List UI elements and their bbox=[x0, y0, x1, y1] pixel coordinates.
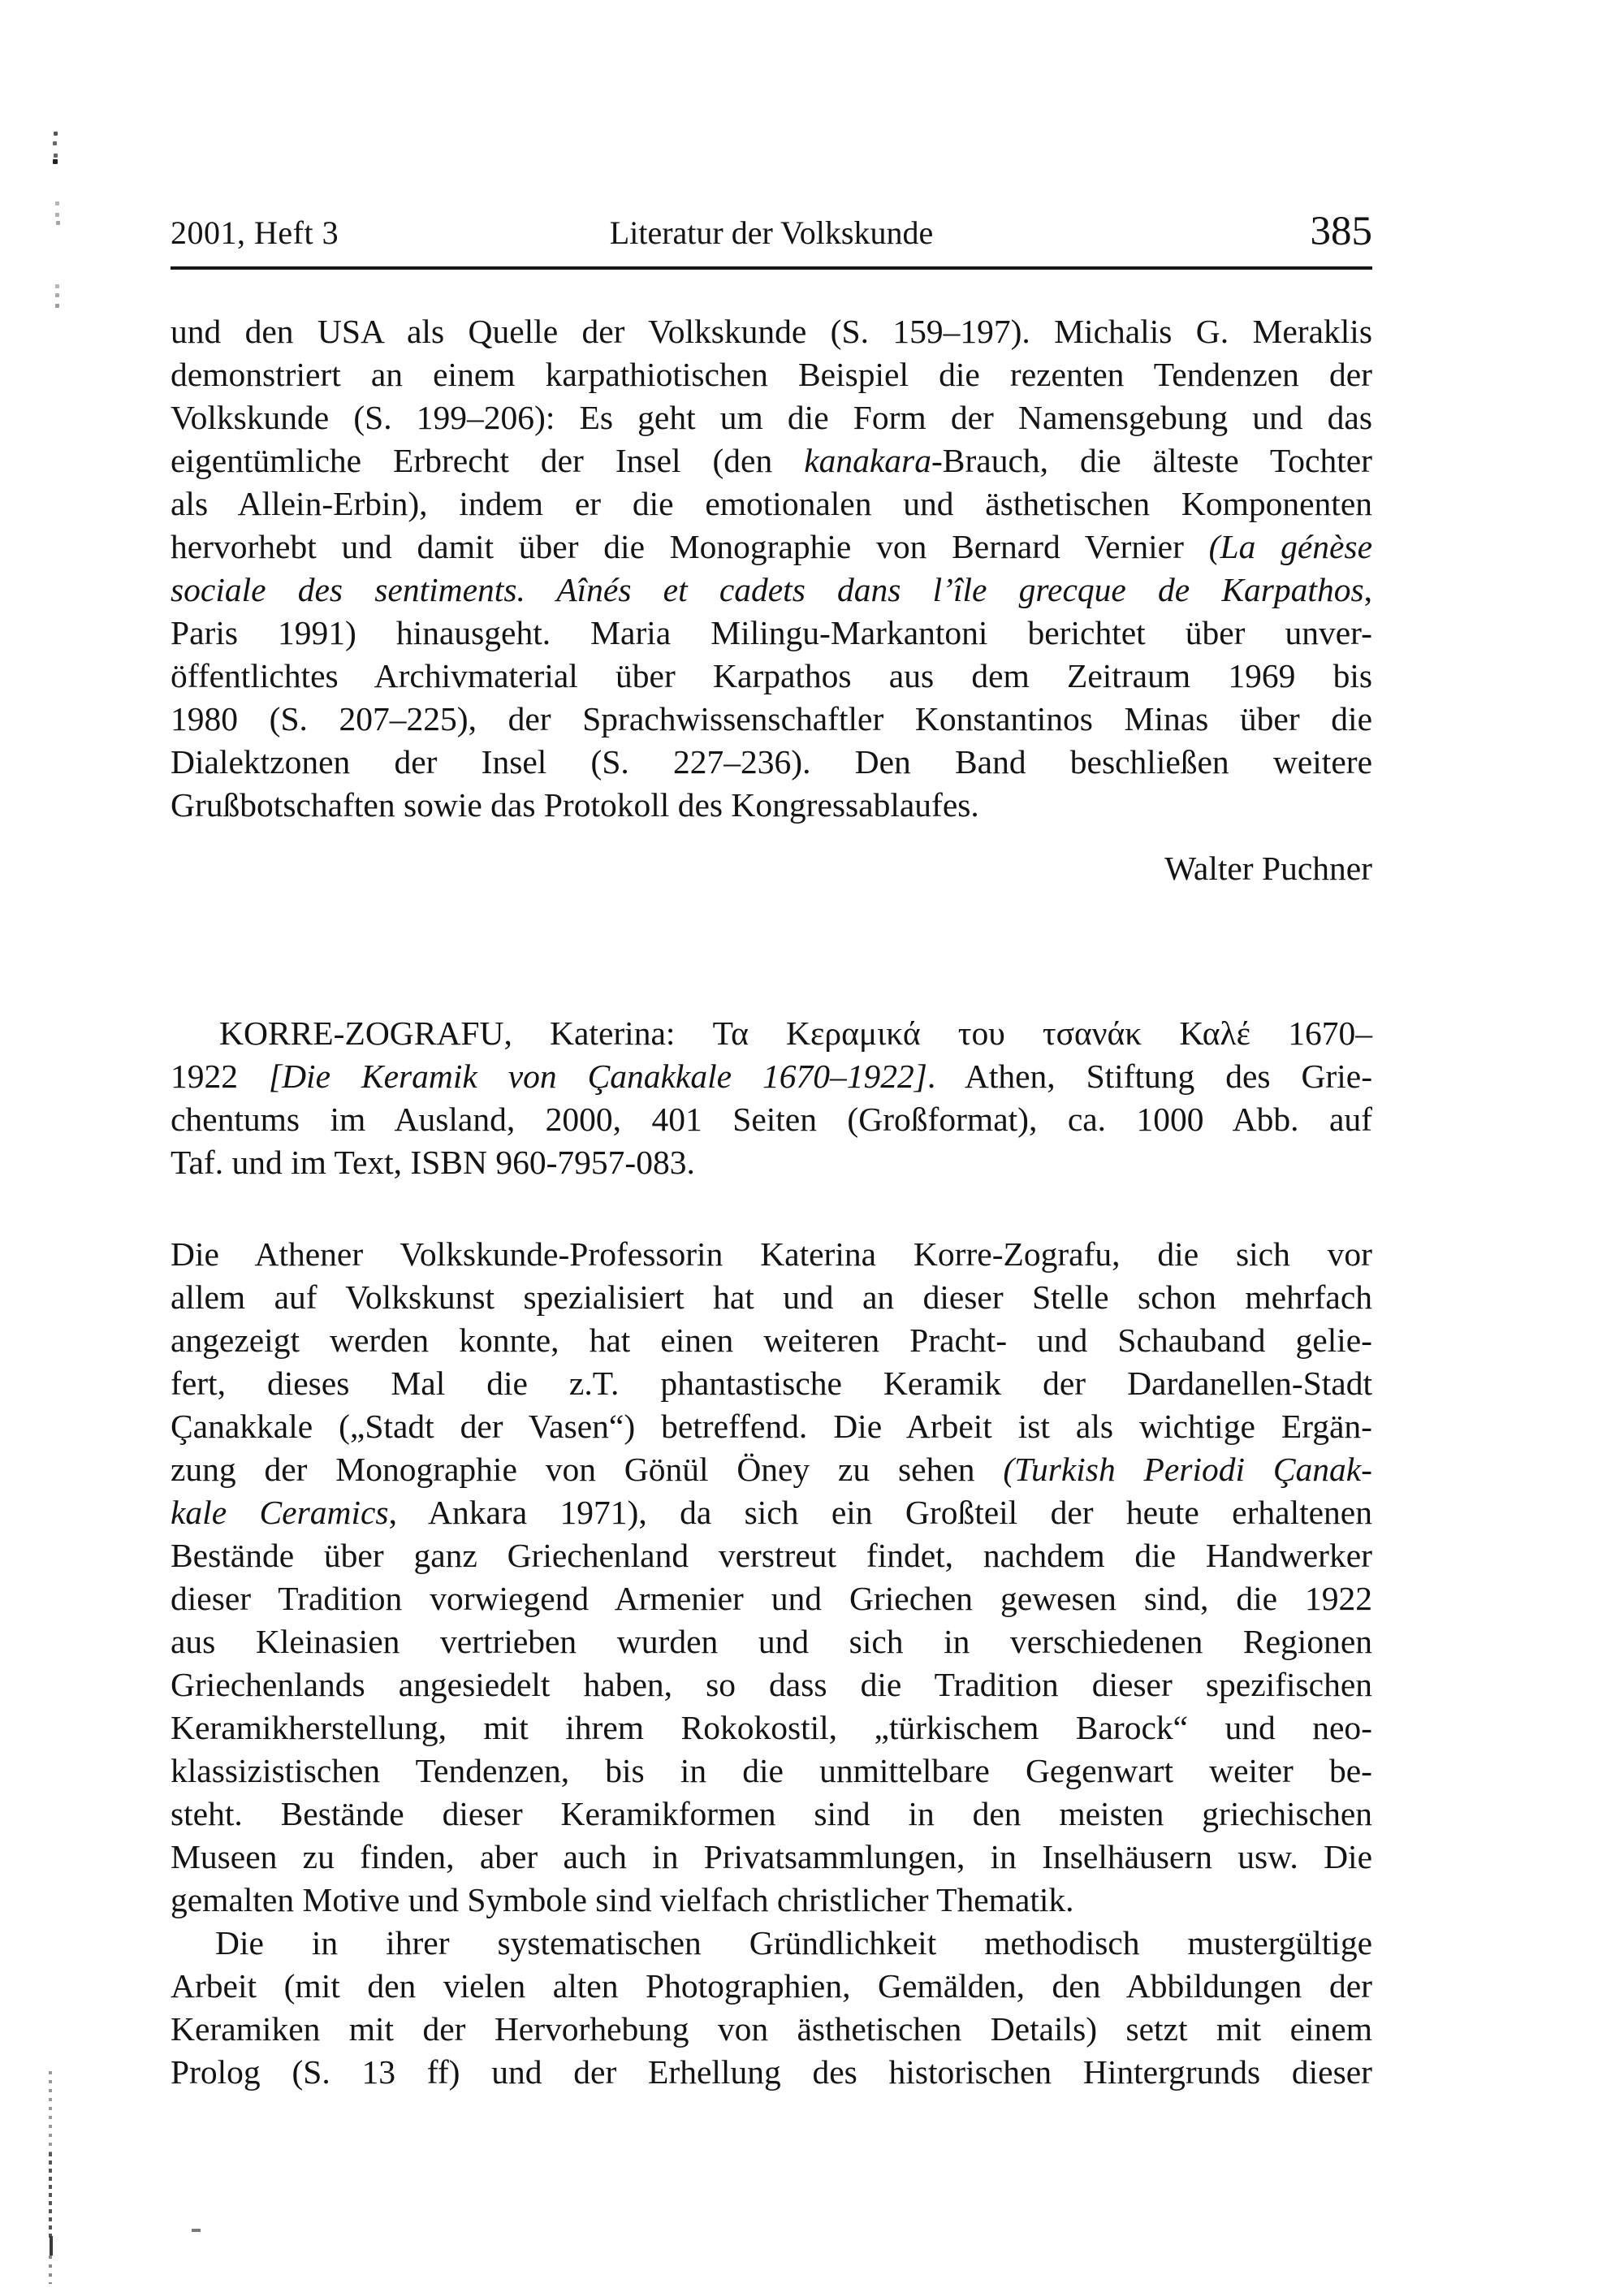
text-line bbox=[171, 1491, 1372, 1534]
italic-text-segment: (La génèse bbox=[1208, 528, 1372, 565]
text-line bbox=[171, 784, 1372, 827]
text-line bbox=[171, 655, 1372, 698]
reviewer-signature bbox=[171, 847, 1372, 890]
review-body-paragraph-2 bbox=[171, 1922, 1372, 2094]
text-line bbox=[171, 1836, 1372, 1879]
text-segment: , bbox=[1363, 571, 1372, 608]
text-line bbox=[171, 847, 1372, 890]
page-number: 385 bbox=[1310, 209, 1372, 254]
text-blocks bbox=[171, 310, 1372, 2094]
text-segment: eigentümliche Erbrecht der Insel (den bbox=[171, 442, 805, 479]
italic-text-segment: kale Ceramics bbox=[171, 1494, 389, 1531]
text-segment: aus Kleinasien vertrieben wurden und sich in verschiedenen Regionen bbox=[171, 1623, 1372, 1660]
text-segment: Grußbotschaften sowie das Protokoll des Kongressablaufes. bbox=[171, 786, 979, 824]
text-segment: hervorhebt und damit über die Monographie von Bernard Vernier bbox=[171, 528, 1209, 565]
text-line bbox=[171, 1965, 1372, 2008]
text-line bbox=[171, 741, 1372, 784]
text-segment: allem auf Volkskunst spezialisiert hat und an dieser Stelle schon mehrfach bbox=[171, 1278, 1372, 1316]
text-segment: Griechenlands angesiedelt haben, so dass die Tradition dieser spezifischen bbox=[171, 1666, 1372, 1703]
text-segment: Taf. und im Text, ISBN 960-7957-083. bbox=[171, 1144, 695, 1181]
text-segment: Die in ihrer systematischen Gründlichkeit methodisch mustergültige bbox=[215, 1924, 1372, 1961]
scan-speck bbox=[53, 159, 58, 164]
running-title: Literatur der Volkskunde bbox=[609, 214, 934, 251]
text-segment: Keramikherstellung, mit ihrem Rokokostil, „türkischem Barock“ und neo- bbox=[171, 1709, 1372, 1746]
text-line bbox=[171, 1098, 1372, 1141]
page-content bbox=[171, 200, 1372, 2094]
text-segment: Walter Puchner bbox=[1164, 850, 1372, 887]
bibliographic-entry bbox=[171, 1012, 1372, 1184]
text-segment: gemalten Motive und Symbole sind vielfach christlicher Thematik. bbox=[171, 1881, 1074, 1918]
text-line bbox=[171, 353, 1372, 396]
scan-speck bbox=[54, 132, 58, 136]
text-line bbox=[171, 439, 1372, 482]
text-segment: fert, dieses Mal die z.T. phantastische Keramik der Dardanellen-Stadt bbox=[171, 1365, 1372, 1402]
text-segment: -Brauch, die älteste Tochter bbox=[931, 442, 1372, 479]
scan-dotted-line bbox=[49, 2071, 52, 2152]
page-header bbox=[171, 200, 1372, 252]
scan-speck bbox=[56, 221, 60, 225]
text-line bbox=[171, 1141, 1372, 1184]
text-line bbox=[171, 1879, 1372, 1922]
text-line bbox=[171, 1620, 1372, 1663]
italic-text-segment: kanakara bbox=[804, 442, 931, 479]
text-line bbox=[171, 1233, 1372, 1276]
scan-speck bbox=[55, 293, 59, 297]
text-segment: chentums im Ausland, 2000, 401 Seiten (Großformat), ca. 1000 Abb. auf bbox=[171, 1101, 1372, 1138]
text-segment: als Allein-Erbin), indem er die emotionalen und ästhetischen Komponenten bbox=[171, 485, 1372, 522]
italic-text-segment: [Die Keramik von Çanakkale 1670–1922] bbox=[268, 1057, 927, 1095]
text-segment: öffentlichtes Archivmaterial über Karpathos aus dem Zeitraum 1969 bis bbox=[171, 657, 1372, 694]
scan-speck bbox=[192, 2229, 201, 2232]
text-line bbox=[171, 482, 1372, 526]
text-segment: Prolog (S. 13 ff) und der Erhellung des historischen Hintergrunds dieser bbox=[171, 2053, 1372, 2091]
text-segment: klassizistischen Tendenzen, bis in die unmittelbare Gegenwart weiter be- bbox=[171, 1752, 1372, 1789]
scan-speck bbox=[55, 304, 59, 308]
text-line bbox=[171, 1405, 1372, 1448]
text-segment: dieser Tradition vorwiegend Armenier und Griechen gewesen sind, die 1922 bbox=[171, 1580, 1372, 1617]
text-line bbox=[171, 1793, 1372, 1836]
scan-dotted-line bbox=[50, 2236, 53, 2256]
text-segment: angezeigt werden konnte, hat einen weiteren Pracht- und Schauband gelie- bbox=[171, 1321, 1372, 1359]
text-segment: Bestände über ganz Griechenland verstreut findet, nachdem die Handwerker bbox=[171, 1537, 1372, 1574]
text-line bbox=[171, 526, 1372, 569]
text-segment: demonstriert an einem karpathiotischen Beispiel die rezenten Tendenzen der bbox=[171, 356, 1372, 393]
text-segment: Paris 1991) hinausgeht. Maria Milingu-Markantoni berichtet über unver- bbox=[171, 614, 1372, 651]
scan-speck bbox=[54, 154, 58, 158]
text-segment: KORRE-ZOGRAFU, Katerina: Τα Κεραμικά του τσανάκ Καλέ 1670– bbox=[219, 1014, 1372, 1052]
text-line bbox=[171, 569, 1372, 612]
text-segment: 1922 bbox=[171, 1057, 269, 1095]
text-line bbox=[171, 2008, 1372, 2051]
text-line bbox=[171, 1276, 1372, 1319]
text-line bbox=[171, 1706, 1372, 1750]
text-line bbox=[171, 1534, 1372, 1577]
text-segment: Dialektzonen der Insel (S. 227–236). Den Band beschließen weitere bbox=[171, 743, 1372, 781]
text-line bbox=[171, 2051, 1372, 2094]
text-segment: 1980 (S. 207–225), der Sprachwissenschaftler Konstantinos Minas über die bbox=[171, 700, 1372, 737]
text-segment: und den USA als Quelle der Volkskunde (S. 159–197). Michalis G. Meraklis bbox=[171, 313, 1372, 350]
review-body-paragraph-1 bbox=[171, 1233, 1372, 1922]
text-segment: Çanakkale („Stadt der Vasen“) betreffend. Die Arbeit ist als wichtige Ergän- bbox=[171, 1408, 1372, 1445]
text-segment: Arbeit (mit den vielen alten Photographien, Gemälden, den Abbildungen der bbox=[171, 1967, 1372, 2005]
text-segment: Volkskunde (S. 199–206): Es geht um die Form der Namensgebung und das bbox=[171, 399, 1372, 436]
review-continuation-paragraph bbox=[171, 310, 1372, 827]
text-segment: steht. Bestände dieser Keramikformen sind in den meisten griechischen bbox=[171, 1795, 1372, 1832]
text-segment: Museen zu finden, aber auch in Privatsammlungen, in Inselhäusern usw. Die bbox=[171, 1838, 1372, 1875]
issue-label: 2001, Heft 3 bbox=[171, 214, 339, 251]
scan-speck bbox=[53, 141, 57, 145]
text-line bbox=[171, 612, 1372, 655]
text-segment: . Athen, Stiftung des Grie- bbox=[926, 1057, 1373, 1095]
scan-dotted-line bbox=[49, 2152, 52, 2242]
scan-speck bbox=[55, 201, 59, 205]
text-segment: Die Athener Volkskunde-Professorin Katerina Korre-Zografu, die sich vor bbox=[171, 1235, 1372, 1273]
text-line bbox=[171, 1055, 1372, 1098]
text-line bbox=[171, 1750, 1372, 1793]
text-line bbox=[171, 310, 1372, 353]
scan-dotted-line bbox=[49, 2256, 52, 2284]
text-line bbox=[171, 1448, 1372, 1491]
text-segment: zung der Monographie von Gönül Öney zu sehen bbox=[171, 1451, 1004, 1488]
scan-speck bbox=[55, 213, 59, 217]
italic-text-segment: (Turkish Periodi Çanak- bbox=[1003, 1451, 1372, 1488]
text-line bbox=[171, 698, 1372, 741]
text-line bbox=[171, 1012, 1372, 1055]
header-rule bbox=[171, 266, 1372, 270]
text-segment: , Ankara 1971), da sich ein Großteil der heute erhaltenen bbox=[388, 1494, 1372, 1531]
text-line bbox=[171, 1663, 1372, 1706]
text-line bbox=[171, 396, 1372, 439]
italic-text-segment: sociale des sentiments. Aînés et cadets dans l’île grecque de Karpathos bbox=[171, 571, 1364, 608]
text-segment: Keramiken mit der Hervorhebung von ästhetischen Details) setzt mit einem bbox=[171, 2010, 1372, 2048]
scan-speck bbox=[55, 284, 59, 288]
text-line bbox=[171, 1319, 1372, 1362]
text-line bbox=[171, 1922, 1372, 1965]
text-line bbox=[171, 1577, 1372, 1620]
text-line bbox=[171, 1362, 1372, 1405]
